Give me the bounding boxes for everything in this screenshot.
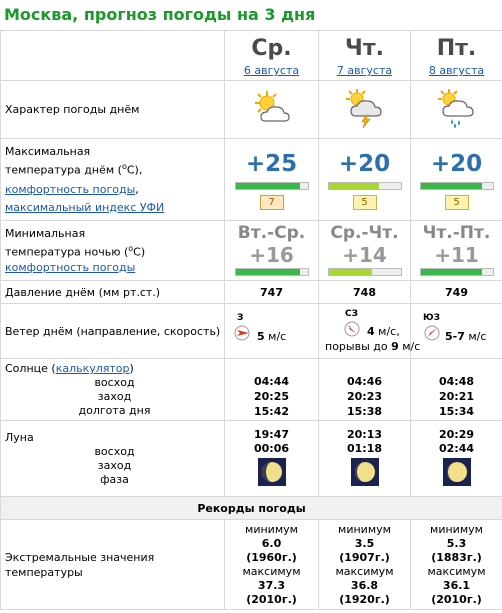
day-header [411, 31, 502, 81]
tmax-cell [319, 139, 411, 221]
sun-cell [411, 359, 502, 421]
record-min-year: (1960г.) [246, 550, 297, 564]
moon-phase-icon [351, 458, 379, 486]
comfort-bar [235, 182, 309, 190]
tmax-value: +20 [430, 151, 483, 177]
thunderstorm-icon [344, 88, 386, 128]
record-min-label: минимум [430, 522, 483, 536]
wind-cell [411, 304, 502, 359]
tmin-cell [225, 221, 319, 281]
wind-row [1, 304, 502, 359]
wind-direction: ЮЗ [423, 313, 440, 323]
wind-label: Ветер днём (направление, скорость) [1, 304, 225, 359]
uv-badge: 7 [260, 195, 284, 210]
record-min-label: минимум [245, 522, 298, 536]
night-name: Чт.-Пт. [422, 223, 491, 243]
record-max-value: 37.3 [257, 578, 286, 592]
sunset-time: 20:23 [346, 390, 382, 403]
extremes-label-cell: Экстремальные значения температуры [1, 520, 225, 610]
tmin-value: +11 [434, 243, 479, 267]
records-row [1, 520, 502, 610]
uv-badge: 5 [445, 195, 469, 210]
tmax-label-line: температура днём ($^o$С), [5, 162, 143, 177]
records-header: Рекорды погоды [1, 497, 502, 520]
record-max-year: (2010г.) [246, 592, 297, 606]
sunset-time: 20:25 [253, 390, 289, 403]
moon-label: Луна [5, 431, 34, 444]
moonrise-label: восход [94, 445, 135, 458]
moon-label-cell [1, 421, 225, 497]
tmax-value: +25 [245, 151, 298, 177]
comfort-link[interactable]: комфортность погоды [5, 260, 136, 274]
day-header [225, 31, 319, 81]
tmax-label-cell: Максимальная температура днём ($^o$С), комфортность погоды, максимальный индекс УФИ [1, 139, 225, 221]
daylength-label: долгота дня [78, 404, 151, 417]
tmin-label-line: температура ночью ($^o$С) [5, 244, 146, 259]
sunrise-time: 04:48 [438, 375, 474, 388]
sun-cloud-icon [251, 89, 293, 127]
sun-rain-icon [436, 88, 478, 128]
sun-calculator-link[interactable]: калькулятор [55, 362, 130, 375]
sun-cell [319, 359, 411, 421]
weather-cell [319, 81, 411, 139]
records-cell [319, 520, 411, 610]
tmax-cell [225, 139, 319, 221]
moonrise-time: 19:47 [253, 427, 289, 441]
moon-phase-icon [258, 458, 286, 486]
pressure-value: 749 [411, 281, 502, 304]
day-date-link[interactable]: 8 августа [428, 64, 485, 77]
record-max-label: максимум [242, 564, 301, 578]
moonset-label: заход [97, 459, 132, 472]
moonrise-time: 20:29 [438, 427, 474, 441]
record-min-value: 6.0 [261, 536, 282, 550]
sunrise-label: восход [94, 376, 135, 389]
wind-arrow-icon [234, 325, 250, 341]
moon-row [1, 421, 502, 497]
tmin-value: +16 [249, 243, 294, 267]
moonrise-time: 20:13 [346, 427, 382, 441]
tmin-value: +14 [342, 243, 387, 267]
sunset-time: 20:21 [438, 390, 474, 403]
daylength: 15:42 [253, 405, 289, 418]
wind-arrow-icon [424, 325, 440, 341]
header-empty-cell [1, 31, 225, 81]
wind-direction: З [237, 313, 244, 323]
records-header-row [1, 497, 502, 520]
record-min-year: (1907г.) [339, 550, 390, 564]
moonset-time: 00:06 [253, 441, 289, 455]
tmax-cell [411, 139, 502, 221]
weather-cell [411, 81, 502, 139]
wind-speed: 5 м/с [257, 330, 287, 343]
moon-cell [225, 421, 319, 497]
tmax-label-line: Максимальная [5, 145, 91, 159]
comfort-bar [328, 268, 402, 276]
moon-phase-icon [443, 458, 471, 486]
tmin-label-line: Минимальная [5, 227, 86, 241]
comfort-bar [420, 268, 494, 276]
pressure-label: Давление днём (мм рт.ст.) [1, 281, 225, 304]
weather-label: Характер погоды днём [1, 81, 225, 139]
weather-row [1, 81, 502, 139]
daylength: 15:34 [438, 405, 474, 418]
wind-cell [225, 304, 319, 359]
day-header-row [1, 31, 502, 81]
record-min-year: (1883г.) [431, 550, 482, 564]
record-max-value: 36.1 [442, 578, 471, 592]
night-name: Ср.-Чт. [330, 223, 399, 243]
wind-gust: порывы до 9 м/с [325, 340, 421, 353]
pressure-value: 748 [319, 281, 411, 304]
moon-cell [411, 421, 502, 497]
comfort-bar [328, 182, 402, 190]
daylength: 15:38 [346, 405, 382, 418]
tmin-label-cell [1, 221, 225, 281]
record-max-label: максимум [427, 564, 486, 578]
comfort-link[interactable]: комфортность погоды [5, 182, 136, 196]
tmax-row [1, 139, 502, 221]
page-title: Москва, прогноз погоды на 3 дня [4, 5, 316, 24]
record-max-value: 36.8 [350, 578, 379, 592]
record-min-value: 5.3 [446, 536, 467, 550]
tmin-row [1, 221, 502, 281]
uv-badge: 5 [353, 195, 377, 210]
day-name: Ср. [251, 36, 292, 61]
weather-cell [225, 81, 319, 139]
moon-phase-label: фаза [100, 473, 129, 486]
day-name: Пт. [436, 36, 477, 61]
forecast-table [0, 30, 502, 610]
wind-speed: 5-7 м/с [445, 330, 487, 343]
sun-label-cell: Солнце (калькулятор) восход заход долгота дня [1, 359, 225, 421]
record-min-label: минимум [338, 522, 391, 536]
moonset-time: 02:44 [438, 441, 474, 455]
tmax-value: +20 [338, 151, 391, 177]
tmin-cell [411, 221, 502, 281]
comfort-bar [235, 268, 309, 276]
moonset-time: 01:18 [346, 441, 382, 455]
record-max-label: максимум [335, 564, 394, 578]
wind-cell [319, 304, 421, 359]
moon-cell [319, 421, 411, 497]
record-max-year: (1920г.) [339, 592, 390, 606]
records-cell [225, 520, 319, 610]
day-date-link[interactable]: 7 августа [336, 64, 393, 77]
sun-cell [225, 359, 319, 421]
record-min-value: 3.5 [354, 536, 375, 550]
sun-row [1, 359, 502, 421]
records-cell [411, 520, 502, 610]
sunrise-time: 04:46 [346, 375, 382, 388]
tmin-cell [319, 221, 411, 281]
pressure-value: 747 [225, 281, 319, 304]
sunrise-time: 04:44 [253, 375, 289, 388]
wind-direction: СЗ [345, 309, 358, 319]
wind-arrow-icon [344, 321, 360, 337]
day-name: Чт. [345, 36, 384, 61]
uv-index-link[interactable]: максимальный индекс УФИ [5, 200, 165, 214]
sunset-label: заход [97, 390, 132, 403]
pressure-row [1, 281, 502, 304]
night-name: Вт.-Ср. [237, 223, 306, 243]
record-max-year: (2010г.) [431, 592, 482, 606]
day-date-link[interactable]: 6 августа [243, 64, 300, 77]
wind-speed: 4 м/с, [367, 325, 400, 338]
day-header [319, 31, 411, 81]
comfort-bar [420, 182, 494, 190]
